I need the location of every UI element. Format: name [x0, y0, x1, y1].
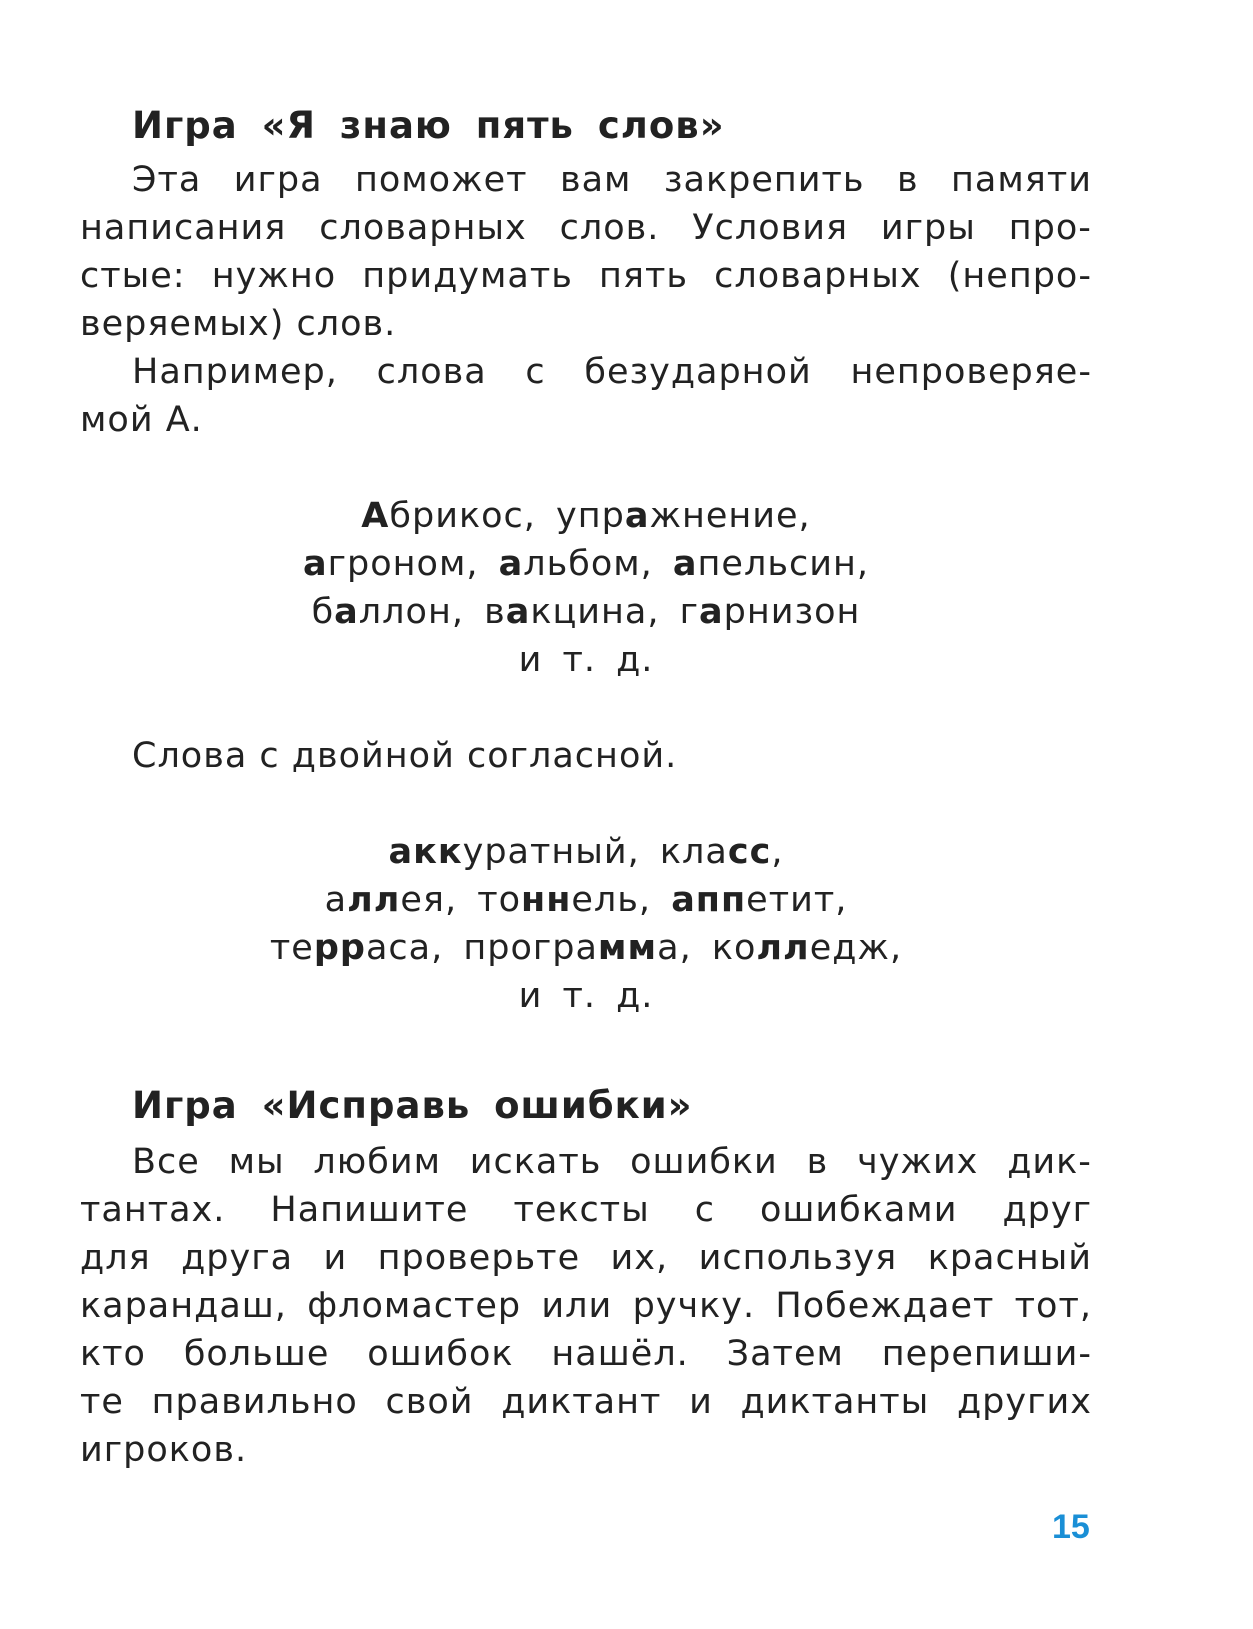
- word: перепиши-: [881, 1334, 1092, 1374]
- word: красный: [927, 1238, 1092, 1278]
- text-line: [80, 1138, 1092, 1186]
- word-line: аллея, тоннель, аппетит,: [324, 880, 848, 920]
- word: безударной: [584, 352, 812, 392]
- text-line: [80, 204, 1092, 252]
- text-line: [80, 156, 1092, 204]
- word: фломастер: [307, 1286, 522, 1326]
- word: Побеждает: [775, 1286, 995, 1326]
- word: слова: [376, 352, 487, 392]
- word: кто: [80, 1334, 146, 1374]
- word: других: [956, 1382, 1092, 1422]
- page: [80, 0, 1092, 1629]
- word: написания: [80, 208, 287, 248]
- word: и: [689, 1382, 713, 1422]
- word: придумать: [362, 256, 573, 296]
- word: ошибки: [630, 1142, 778, 1182]
- word: Например,: [132, 352, 338, 392]
- highlighted-letters: а: [624, 496, 650, 536]
- highlighted-letters: а: [334, 592, 359, 632]
- word: словарных: [319, 208, 527, 248]
- word: карандаш,: [80, 1286, 287, 1326]
- word: вам: [559, 160, 632, 200]
- word: Эта: [132, 160, 202, 200]
- word: тот,: [1014, 1286, 1092, 1326]
- word: нужно: [211, 256, 337, 296]
- text-line: [80, 348, 1092, 396]
- word: свой: [385, 1382, 474, 1422]
- text-line: [80, 1186, 1092, 1234]
- word: Условия: [692, 208, 849, 248]
- word: для: [80, 1238, 151, 1278]
- word: поможет: [354, 160, 528, 200]
- word: диктант: [501, 1382, 662, 1422]
- word: слов.: [559, 208, 660, 248]
- word: дик-: [1007, 1142, 1092, 1182]
- word-line: терраса, программа, колледж,: [269, 928, 903, 968]
- paragraph-five-words-intro: [80, 156, 1092, 348]
- word: или: [541, 1286, 613, 1326]
- word-line: и т. д.: [518, 640, 654, 680]
- word: используя: [698, 1238, 898, 1278]
- word: в: [806, 1142, 829, 1182]
- highlighted-letters: а: [498, 544, 524, 584]
- word: стые:: [80, 256, 186, 296]
- word: с: [694, 1190, 715, 1230]
- word-line: Абрикос, упражнение,: [361, 496, 811, 536]
- page-number: 15: [1052, 1508, 1090, 1546]
- word-line: и т. д.: [518, 976, 654, 1016]
- word: любим: [313, 1142, 441, 1182]
- word-list-double-consonant: [80, 828, 1092, 1020]
- highlighted-letters: а: [303, 544, 328, 584]
- word: Затем: [726, 1334, 844, 1374]
- highlighted-letters: мм: [597, 928, 658, 968]
- highlighted-letters: а: [699, 592, 724, 632]
- text-line: [80, 1234, 1092, 1282]
- word: тантах.: [80, 1190, 226, 1230]
- word: игры: [880, 208, 976, 248]
- word: друга: [181, 1238, 294, 1278]
- paragraph-double-consonant: [80, 732, 1092, 780]
- word-line: агроном, альбом, апельсин,: [303, 544, 869, 584]
- word: правильно: [151, 1382, 358, 1422]
- word: словарных: [714, 256, 922, 296]
- word: тексты: [513, 1190, 650, 1230]
- text-line: [80, 1378, 1092, 1426]
- highlighted-letters: а: [505, 592, 531, 632]
- word: непроверяе-: [850, 352, 1092, 392]
- paragraph-fix-errors: [80, 1138, 1092, 1474]
- word-line: баллон, вакцина, гарнизон: [311, 592, 861, 632]
- highlighted-letters: апп: [671, 880, 747, 920]
- word: искать: [469, 1142, 602, 1182]
- word-list-unstressed-a: [80, 492, 1092, 684]
- highlighted-letters: лл: [347, 880, 401, 920]
- text-line: мой А.: [80, 400, 203, 440]
- paragraph-example-a: [80, 348, 1092, 444]
- text-line: [80, 1330, 1092, 1378]
- word: (непро-: [947, 256, 1092, 296]
- highlighted-letters: А: [361, 496, 390, 536]
- highlighted-letters: а: [672, 544, 698, 584]
- word: друг: [1002, 1190, 1092, 1230]
- word: и: [323, 1238, 348, 1278]
- highlighted-letters: акк: [388, 832, 463, 872]
- word: больше: [183, 1334, 330, 1374]
- word: с: [525, 352, 546, 392]
- highlighted-letters: рр: [313, 928, 366, 968]
- word: закрепить: [663, 160, 865, 200]
- word: про-: [1008, 208, 1092, 248]
- word: в: [896, 160, 919, 200]
- word: памяти: [951, 160, 1092, 200]
- highlighted-letters: сс: [727, 832, 772, 872]
- section-heading-fix-errors: Игра «Исправь ошибки»: [132, 1084, 693, 1127]
- word: Напишите: [270, 1190, 469, 1230]
- text-line: веряемых) слов.: [80, 304, 397, 344]
- word: ошибок: [367, 1334, 514, 1374]
- word: те: [80, 1382, 124, 1422]
- word: Все: [132, 1142, 200, 1182]
- text-line: [80, 252, 1092, 300]
- text-line: [80, 1282, 1092, 1330]
- word: их,: [610, 1238, 669, 1278]
- highlighted-letters: лл: [756, 928, 810, 968]
- text-line: Слова с двойной согласной.: [132, 736, 678, 776]
- word: ручку.: [632, 1286, 756, 1326]
- word: игра: [233, 160, 323, 200]
- word: мы: [228, 1142, 285, 1182]
- word: ошибками: [759, 1190, 958, 1230]
- word: нашёл.: [551, 1334, 689, 1374]
- word: диктанты: [740, 1382, 930, 1422]
- text-line: игроков.: [80, 1430, 248, 1470]
- word-line: аккуратный, класс,: [388, 832, 784, 872]
- highlighted-letters: нн: [521, 880, 572, 920]
- word: пять: [599, 256, 688, 296]
- section-heading-five-words: Игра «Я знаю пять слов»: [132, 104, 725, 147]
- word: проверьте: [377, 1238, 581, 1278]
- word: чужих: [857, 1142, 979, 1182]
